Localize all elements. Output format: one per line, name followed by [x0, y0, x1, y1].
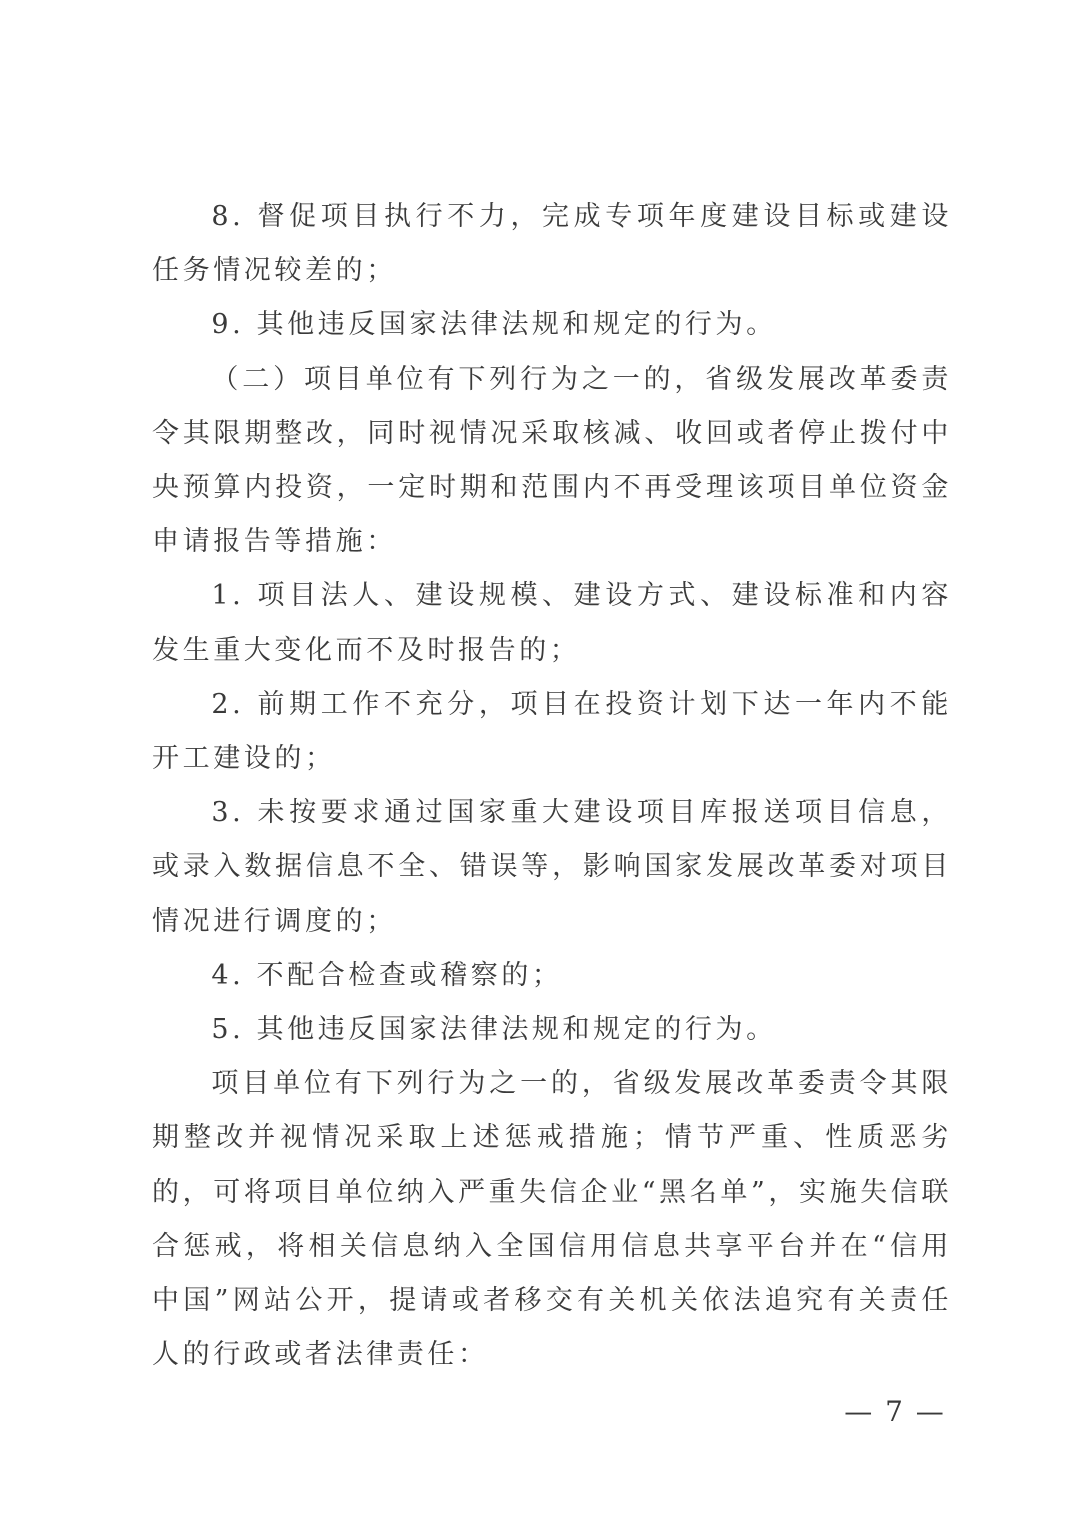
paragraph-item-5: 5. 其他违反国家法律法规和规定的行为。 [211, 1014, 777, 1046]
paragraph-penalty-clause: 项目单位有下列行为之一的，省级发展改革委责令其限期整改并视情况采取上述惩戒措施；情节严重、性质恶劣的，可将项目单位纳入严重失信企业“黑名单”，实施失信联合惩戒，将相关信息纳入全国信用信息共享平台并在“信用中国”网站公开，提请或者移交有关机关依法追究有关责任人的行政或者法律责任： [152, 1068, 952, 1371]
paragraph-item-9: 9. 其他违反国家法律法规和规定的行为。 [211, 309, 777, 341]
paragraph-item-2: 2. 前期工作不充分，项目在投资计划下达一年内不能开工建设的； [152, 688, 952, 775]
paragraph-item-8: 8. 督促项目执行不力，完成专项年度建设目标或建设任务情况较差的； [152, 201, 952, 287]
paragraph-section-2-intro: （二）项目单位有下列行为之一的，省级发展改革委责令其限期整改，同时视情况采取核减、收回或者停止拨付中央预算内投资，一定时期和范围内不再受理该项目单位资金申请报告等措施： [152, 363, 952, 558]
paragraph-item-4: 4. 不配合检查或稽察的； [211, 959, 563, 991]
paragraph-item-1: 1. 项目法人、建设规模、建设方式、建设标准和内容发生重大变化而不及时报告的； [152, 580, 952, 666]
document-body [152, 190, 952, 1382]
paragraph-item-3: 3. 未按要求通过国家重大建设项目库报送项目信息，或录入数据信息不全、错误等，影响国家发展改革委对项目情况进行调度的； [152, 797, 952, 937]
page-number: — 7 — [844, 1395, 946, 1428]
